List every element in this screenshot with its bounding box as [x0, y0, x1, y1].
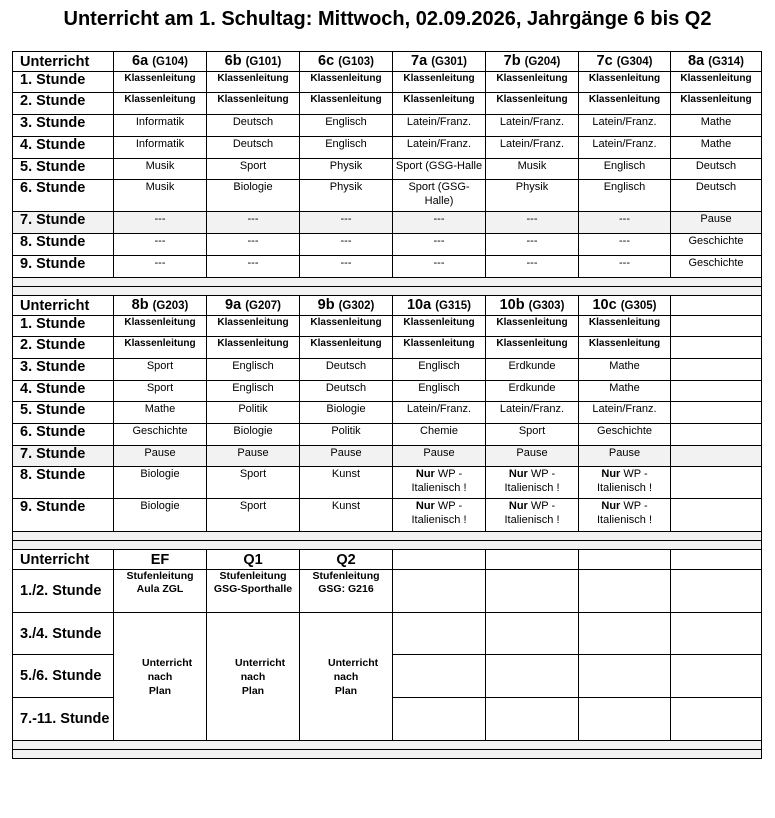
- lesson-cell: Klassenleitung: [486, 72, 579, 93]
- lesson-cell: Englisch: [393, 381, 486, 402]
- lesson-cell: Klassenleitung: [671, 72, 762, 93]
- lesson-cell: Klassenleitung: [486, 93, 579, 115]
- lesson-cell: Physik: [300, 180, 393, 212]
- lesson-cell: Erdkunde: [486, 359, 579, 381]
- room-number: (G314): [708, 56, 744, 68]
- period-row: [13, 180, 762, 212]
- lesson-cell: Biologie: [207, 424, 300, 446]
- class-name: 10a: [406, 297, 432, 313]
- class-header: [579, 296, 671, 316]
- period-row: [13, 337, 762, 359]
- period-row: [13, 402, 762, 424]
- lesson-cell: Deutsch: [207, 137, 300, 159]
- period-label: 2. Stunde: [13, 93, 114, 115]
- lesson-cell: Deutsch: [671, 180, 762, 212]
- period-row: [13, 424, 762, 446]
- lesson-cell: Sport: [207, 159, 300, 180]
- wp-note-bold: Nur: [601, 468, 621, 480]
- plan-cell: Unterricht nach Plan: [300, 613, 393, 741]
- lesson-cell: ---: [207, 256, 300, 278]
- lesson-cell: Klassenleitung: [300, 72, 393, 93]
- lesson-cell: Mathe: [671, 115, 762, 137]
- wp-note-text: WP - Italienisch !: [596, 500, 653, 526]
- block1-header-row: [13, 52, 762, 72]
- lesson-cell: Latein/Franz.: [393, 137, 486, 159]
- class-name: 9b: [317, 297, 335, 313]
- period-row: [13, 316, 762, 337]
- grade-header: [671, 550, 762, 570]
- empty-cell: [671, 655, 762, 698]
- lesson-cell: Sport: [207, 499, 300, 532]
- lesson-cell: Musik: [114, 159, 207, 180]
- lesson-cell: Klassenleitung: [486, 337, 579, 359]
- lesson-cell: Pause: [579, 446, 671, 467]
- lesson-cell: Biologie: [114, 467, 207, 499]
- class-name: 10b: [499, 297, 525, 313]
- plan-cell: Unterricht nach Plan: [114, 613, 207, 741]
- class-header: [486, 52, 579, 72]
- block3-header-row: [13, 550, 762, 570]
- lesson-cell: Englisch: [207, 359, 300, 381]
- class-header: [114, 296, 207, 316]
- period-label: 9. Stunde: [13, 499, 114, 532]
- wp-note-bold: Nur: [508, 500, 528, 512]
- period-label: 2. Stunde: [13, 337, 114, 359]
- empty-cell: [579, 698, 671, 741]
- lesson-cell: ---: [114, 212, 207, 234]
- class-name: 6c: [318, 53, 335, 69]
- wp-note-text: WP - Italienisch !: [411, 468, 467, 494]
- grade-header: Q2: [300, 550, 393, 570]
- lesson-cell: Deutsch: [300, 359, 393, 381]
- period-label: 8. Stunde: [13, 467, 114, 499]
- lesson-cell: ---: [579, 212, 671, 234]
- lesson-cell: Sport (GSG-Halle): [393, 180, 486, 212]
- section-spacer: [13, 287, 762, 296]
- lesson-cell: ---: [393, 234, 486, 256]
- grade-header: Q1: [207, 550, 300, 570]
- lesson-cell: Deutsch: [671, 159, 762, 180]
- lesson-cell: Informatik: [114, 115, 207, 137]
- period-row: [13, 256, 762, 278]
- wp-note-bold: Nur: [601, 500, 621, 512]
- lesson-cell: Musik: [114, 180, 207, 212]
- lesson-cell: [671, 467, 762, 499]
- period-label: 1./2. Stunde: [13, 570, 114, 613]
- period-label: 9. Stunde: [13, 256, 114, 278]
- section-spacer-cell: [13, 287, 762, 296]
- lesson-cell: ---: [393, 256, 486, 278]
- lesson-cell: Biologie: [207, 180, 300, 212]
- lesson-cell: Geschichte: [579, 424, 671, 446]
- class-name: 7c: [596, 53, 613, 69]
- class-name: 6b: [224, 53, 242, 69]
- lesson-cell: Klassenleitung: [114, 72, 207, 93]
- lesson-cell: Physik: [300, 159, 393, 180]
- lesson-cell: Mathe: [671, 137, 762, 159]
- period-row: [13, 137, 762, 159]
- bottom-spacer: [13, 741, 762, 750]
- lesson-cell: Latein/Franz.: [486, 402, 579, 424]
- class-header: [671, 52, 762, 72]
- class-name: 7b: [503, 53, 521, 69]
- lesson-cell: [486, 499, 579, 532]
- period-label: 3./4. Stunde: [13, 613, 114, 655]
- lesson-cell: Klassenleitung: [579, 93, 671, 115]
- lesson-cell: [671, 359, 762, 381]
- section-spacer: [13, 532, 762, 541]
- lesson-cell: Latein/Franz.: [393, 115, 486, 137]
- lesson-cell: Klassenleitung: [393, 316, 486, 337]
- lesson-cell: Biologie: [114, 499, 207, 532]
- lesson-cell: [671, 446, 762, 467]
- page-title: Unterricht am 1. Schultag: Mittwoch, 02.09.2026, Jahrgänge 6 bis Q2: [63, 8, 712, 30]
- class-header: [207, 296, 300, 316]
- period-row: [13, 93, 762, 115]
- lesson-cell: Englisch: [300, 115, 393, 137]
- period-row: [13, 613, 762, 655]
- lesson-cell: ---: [486, 234, 579, 256]
- section-spacer: [13, 278, 762, 287]
- period-label: 7. Stunde: [13, 446, 114, 467]
- period-row: [13, 159, 762, 180]
- class-header: [393, 52, 486, 72]
- lesson-cell: Pause: [671, 212, 762, 234]
- lesson-cell: Mathe: [579, 359, 671, 381]
- lesson-cell: Klassenleitung: [579, 316, 671, 337]
- empty-cell: [486, 655, 579, 698]
- empty-cell: [671, 613, 762, 655]
- lesson-cell: Deutsch: [300, 381, 393, 402]
- lesson-cell: Chemie: [393, 424, 486, 446]
- class-header: [300, 296, 393, 316]
- lesson-cell: Latein/Franz.: [486, 115, 579, 137]
- empty-cell: [486, 570, 579, 613]
- class-header: [300, 52, 393, 72]
- empty-cell: [579, 655, 671, 698]
- lesson-cell: Klassenleitung: [114, 337, 207, 359]
- lesson-cell: ---: [486, 256, 579, 278]
- section-spacer-cell: [13, 541, 762, 550]
- empty-cell: [393, 698, 486, 741]
- period-label: 5. Stunde: [13, 402, 114, 424]
- lesson-cell: ---: [207, 234, 300, 256]
- room-number: (G104): [152, 56, 188, 68]
- period-label: 3. Stunde: [13, 359, 114, 381]
- empty-cell: [486, 613, 579, 655]
- lesson-cell: [671, 499, 762, 532]
- section-spacer-cell: [13, 532, 762, 541]
- lesson-cell: Pause: [114, 446, 207, 467]
- lesson-cell: Kunst: [300, 499, 393, 532]
- empty-cell: [671, 570, 762, 613]
- lesson-cell: Klassenleitung: [300, 316, 393, 337]
- schedule-table: [12, 51, 762, 759]
- period-label: 7.-11. Stunde: [13, 698, 114, 741]
- period-label: 1. Stunde: [13, 316, 114, 337]
- class-header: [207, 52, 300, 72]
- lesson-cell: Sport (GSG-Halle: [393, 159, 486, 180]
- grade-header: [393, 550, 486, 570]
- lesson-cell: Physik: [486, 180, 579, 212]
- lesson-cell: Biologie: [300, 402, 393, 424]
- period-row: [13, 570, 762, 613]
- lesson-cell: Englisch: [207, 381, 300, 402]
- lesson-cell: [393, 499, 486, 532]
- lesson-cell: Pause: [393, 446, 486, 467]
- lesson-cell: [671, 381, 762, 402]
- class-header: [579, 52, 671, 72]
- lesson-cell: Latein/Franz.: [579, 137, 671, 159]
- room-number: (G315): [435, 300, 472, 312]
- class-name: 8b: [131, 297, 149, 313]
- empty-cell: [579, 570, 671, 613]
- lesson-cell: Geschichte: [671, 256, 762, 278]
- lesson-cell: [579, 499, 671, 532]
- period-row: [13, 467, 762, 499]
- lesson-cell: Politik: [207, 402, 300, 424]
- period-label: 6. Stunde: [13, 180, 114, 212]
- lesson-cell: [671, 337, 762, 359]
- wp-note-bold: Nur: [415, 468, 435, 480]
- lesson-cell: ---: [114, 256, 207, 278]
- lesson-cell: Englisch: [579, 180, 671, 212]
- wp-note-text: WP - Italienisch !: [411, 500, 467, 526]
- lesson-cell: Musik: [486, 159, 579, 180]
- class-name: 10c: [592, 297, 617, 313]
- corner-label: Unterricht: [13, 550, 114, 570]
- corner-label: Unterricht: [13, 296, 114, 316]
- bottom-spacer: [13, 750, 762, 759]
- lesson-cell: ---: [579, 256, 671, 278]
- lesson-cell: Latein/Franz.: [579, 115, 671, 137]
- lesson-cell: Klassenleitung: [486, 316, 579, 337]
- class-header: [671, 296, 762, 316]
- class-header: [486, 296, 579, 316]
- lesson-cell: [671, 402, 762, 424]
- period-label: 5./6. Stunde: [13, 655, 114, 698]
- lesson-cell: Klassenleitung: [207, 93, 300, 115]
- lesson-cell: Mathe: [579, 381, 671, 402]
- period-label: 1. Stunde: [13, 72, 114, 93]
- grade-header: EF: [114, 550, 207, 570]
- period-label: 4. Stunde: [13, 381, 114, 402]
- section-spacer-cell: [13, 278, 762, 287]
- period-label: 8. Stunde: [13, 234, 114, 256]
- period-row: [13, 359, 762, 381]
- lesson-cell: Informatik: [114, 137, 207, 159]
- lesson-cell: Klassenleitung: [207, 316, 300, 337]
- empty-cell: [579, 613, 671, 655]
- plan-cell: Unterricht nach Plan: [207, 613, 300, 741]
- lesson-cell: Klassenleitung: [579, 72, 671, 93]
- period-label: 7. Stunde: [13, 212, 114, 234]
- stufenleitung-cell: Stufenleitung Aula ZGL: [114, 570, 207, 613]
- wp-note-bold: Nur: [415, 500, 435, 512]
- bottom-spacer-cell: [13, 750, 762, 759]
- period-row: [13, 499, 762, 532]
- room-number: (G303): [528, 300, 565, 312]
- lesson-cell: [486, 467, 579, 499]
- lesson-cell: Klassenleitung: [579, 337, 671, 359]
- lesson-cell: Pause: [207, 446, 300, 467]
- section-spacer: [13, 541, 762, 550]
- wp-note-text: WP - Italienisch !: [504, 468, 560, 494]
- lesson-cell: Geschichte: [671, 234, 762, 256]
- room-number: (G101): [245, 56, 282, 68]
- room-number: (G203): [152, 300, 189, 312]
- lesson-cell: Klassenleitung: [300, 93, 393, 115]
- lesson-cell: Latein/Franz.: [393, 402, 486, 424]
- class-name: 6a: [132, 53, 149, 69]
- lesson-cell: Pause: [486, 446, 579, 467]
- room-number: (G103): [338, 56, 374, 68]
- lesson-cell: Englisch: [579, 159, 671, 180]
- empty-cell: [393, 570, 486, 613]
- wp-note-text: WP - Italienisch !: [504, 500, 560, 526]
- wp-note-text: WP - Italienisch !: [596, 468, 653, 494]
- corner-label: Unterricht: [13, 52, 114, 72]
- lesson-cell: [671, 424, 762, 446]
- class-name: 8a: [688, 53, 705, 69]
- lesson-cell: Sport: [114, 381, 207, 402]
- lesson-cell: Englisch: [300, 137, 393, 159]
- lesson-cell: Englisch: [393, 359, 486, 381]
- period-label: 3. Stunde: [13, 115, 114, 137]
- lesson-cell: Sport: [114, 359, 207, 381]
- class-name: 9a: [225, 297, 242, 313]
- lesson-cell: Kunst: [300, 467, 393, 499]
- lesson-cell: Klassenleitung: [393, 337, 486, 359]
- lesson-cell: Latein/Franz.: [579, 402, 671, 424]
- room-number: (G204): [524, 56, 561, 68]
- lesson-cell: Sport: [207, 467, 300, 499]
- lesson-cell: Mathe: [114, 402, 207, 424]
- lesson-cell: Klassenleitung: [671, 93, 762, 115]
- stufenleitung-cell: Stufenleitung GSG-Sporthalle: [207, 570, 300, 613]
- lesson-cell: Sport: [486, 424, 579, 446]
- stufenleitung-cell: Stufenleitung GSG: G216: [300, 570, 393, 613]
- lesson-cell: Klassenleitung: [207, 337, 300, 359]
- lesson-cell: Klassenleitung: [393, 72, 486, 93]
- period-row: [13, 72, 762, 93]
- wp-note-bold: Nur: [508, 468, 528, 480]
- lesson-cell: [393, 467, 486, 499]
- lesson-cell: [671, 316, 762, 337]
- grade-header: [486, 550, 579, 570]
- class-header: [393, 296, 486, 316]
- bottom-spacer-cell: [13, 741, 762, 750]
- lesson-cell: Klassenleitung: [114, 93, 207, 115]
- lesson-cell: Klassenleitung: [393, 93, 486, 115]
- lesson-cell: ---: [114, 234, 207, 256]
- lesson-cell: [579, 467, 671, 499]
- empty-cell: [393, 613, 486, 655]
- lesson-cell: Erdkunde: [486, 381, 579, 402]
- period-row: [13, 446, 762, 467]
- period-row: [13, 115, 762, 137]
- lesson-cell: Geschichte: [114, 424, 207, 446]
- lesson-cell: ---: [300, 212, 393, 234]
- lesson-cell: ---: [207, 212, 300, 234]
- lesson-cell: ---: [300, 234, 393, 256]
- room-number: (G301): [431, 56, 467, 68]
- lesson-cell: Pause: [300, 446, 393, 467]
- room-number: (G302): [338, 300, 375, 312]
- class-header: [114, 52, 207, 72]
- period-label: 6. Stunde: [13, 424, 114, 446]
- room-number: (G305): [620, 300, 657, 312]
- lesson-cell: Deutsch: [207, 115, 300, 137]
- class-name: 7a: [411, 53, 428, 69]
- lesson-cell: ---: [393, 212, 486, 234]
- period-row: [13, 234, 762, 256]
- lesson-cell: Klassenleitung: [114, 316, 207, 337]
- block2-header-row: [13, 296, 762, 316]
- period-label: 5. Stunde: [13, 159, 114, 180]
- lesson-cell: ---: [579, 234, 671, 256]
- period-row: [13, 381, 762, 402]
- lesson-cell: Klassenleitung: [207, 72, 300, 93]
- lesson-cell: Politik: [300, 424, 393, 446]
- period-label: 4. Stunde: [13, 137, 114, 159]
- empty-cell: [671, 698, 762, 741]
- lesson-cell: ---: [300, 256, 393, 278]
- empty-cell: [486, 698, 579, 741]
- empty-cell: [393, 655, 486, 698]
- room-number: (G207): [245, 300, 281, 312]
- grade-header: [579, 550, 671, 570]
- room-number: (G304): [616, 56, 653, 68]
- period-row: [13, 212, 762, 234]
- lesson-cell: Latein/Franz.: [486, 137, 579, 159]
- lesson-cell: ---: [486, 212, 579, 234]
- lesson-cell: Klassenleitung: [300, 337, 393, 359]
